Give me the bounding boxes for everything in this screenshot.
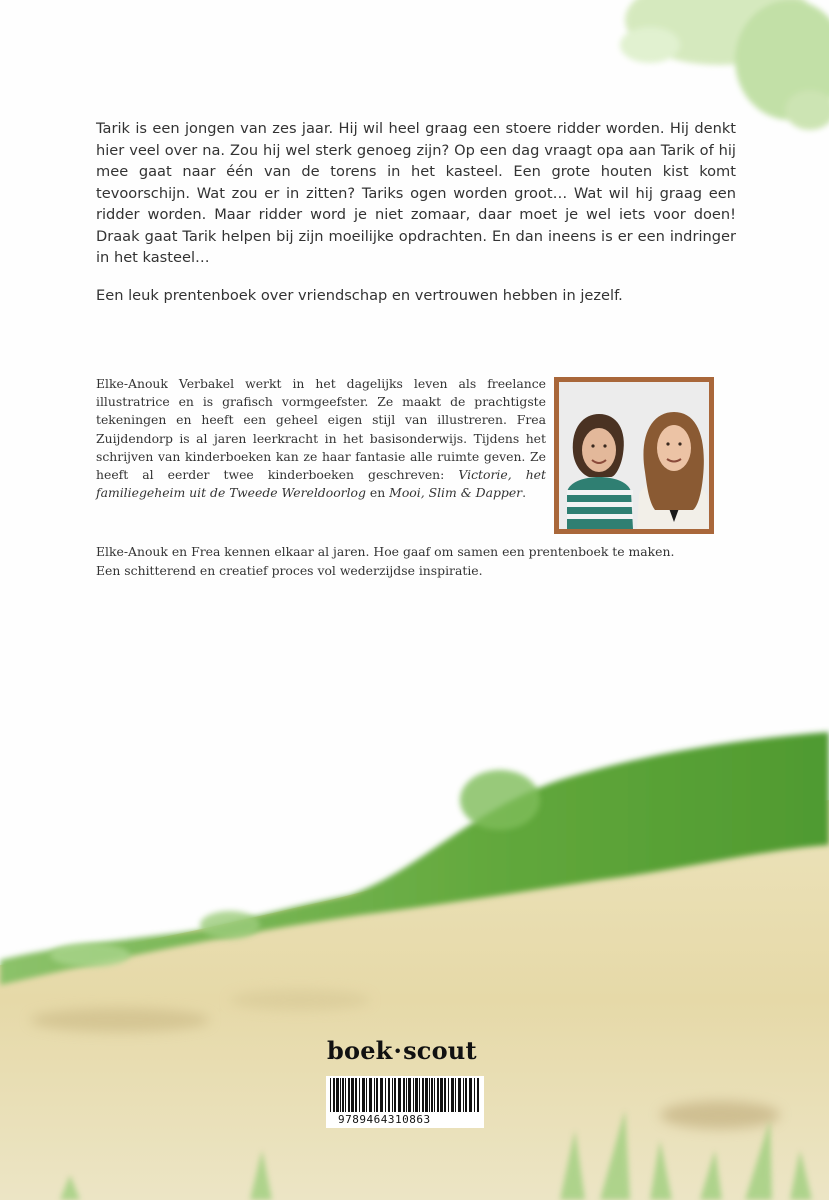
closing-line-1: Elke-Anouk en Frea kennen elkaar al jaren. Hoe gaaf om samen een prentenboek te maken. bbox=[96, 544, 675, 559]
barcode-bar bbox=[463, 1078, 464, 1112]
barcode-bar bbox=[345, 1078, 346, 1112]
barcode-bar bbox=[336, 1078, 339, 1112]
barcode-bar bbox=[374, 1078, 375, 1112]
barcode-bar bbox=[388, 1078, 390, 1112]
barcode-bar bbox=[333, 1078, 335, 1112]
barcode-bar bbox=[385, 1078, 386, 1112]
barcode-bar bbox=[342, 1078, 344, 1112]
logo-separator: · bbox=[393, 1036, 403, 1065]
barcode-bar bbox=[369, 1078, 372, 1112]
tree-leaves bbox=[620, 0, 829, 130]
barcode-bar bbox=[408, 1078, 411, 1112]
barcode-bar bbox=[422, 1078, 424, 1112]
author-bio-text: Elke-Anouk Verbakel werkt in het dagelijks leven als freelance illustratrice en is grafisch vormgeefster. Ze maakt de prachtigste tekeningen en heeft een geheel eigen stijl van illustreren. Frea Zuijdendorp is al jaren leerkracht in het basisonderwijs. Tijdens het schrijven van kinderboeken kan ze haar fantasie alle ruimte geven. Ze heeft al eerder twee kinderboeken geschreven: bbox=[96, 376, 546, 483]
closing-line-2: Een schitterend en creatief proces vol wederzijdse inspiratie. bbox=[96, 562, 483, 578]
barcode-bar bbox=[474, 1078, 475, 1112]
barcode-bar bbox=[392, 1078, 393, 1112]
author-photo bbox=[554, 377, 714, 534]
publisher-logo bbox=[327, 1036, 477, 1065]
barcode-bar bbox=[440, 1078, 443, 1112]
barcode-bar bbox=[434, 1078, 435, 1112]
barcode-bar bbox=[444, 1078, 446, 1112]
book-title-mooi-slim-dapper: Mooi, Slim & Dapper bbox=[389, 485, 523, 501]
blurb-paragraph: Tarik is een jongen van zes jaar. Hij wil heel graag een stoere ridder worden. Hij denkt hier veel over na. Zou hij wel sterk genoeg zijn? Op een dag vraagt opa aan Tarik of hij mee gaat naar één van de torens in het kasteel. Een grote houten kist komt tevoorschijn. Wat zou er in zitten? Tariks ogen worden groot… Wat wil hij graag een ridder worden. Maar ridder word je niet zomaar, daar moet je wel iets voor doen! Draak gaat Tarik helpen bij zijn moeilijke opdrachten. En dan ineens is er een indringer in het kasteel… bbox=[96, 120, 736, 266]
blurb bbox=[96, 118, 736, 269]
barcode-bar bbox=[415, 1078, 418, 1112]
barcode-bar bbox=[465, 1078, 467, 1112]
barcode-bar bbox=[351, 1078, 354, 1112]
barcode-bar bbox=[413, 1078, 414, 1112]
barcode-bar bbox=[469, 1078, 472, 1112]
barcode-bar bbox=[362, 1078, 365, 1112]
barcode-bar bbox=[458, 1078, 461, 1112]
barcode-bar bbox=[398, 1078, 401, 1112]
barcode-bar bbox=[429, 1078, 430, 1112]
barcode-bar bbox=[376, 1078, 378, 1112]
logo-part-2: scout bbox=[403, 1036, 477, 1065]
barcode-bar bbox=[406, 1078, 407, 1112]
barcode-bar bbox=[437, 1078, 439, 1112]
isbn-number: 9789464310863 bbox=[338, 1113, 431, 1126]
barcode-bar bbox=[355, 1078, 357, 1112]
barcode-bar bbox=[380, 1078, 383, 1112]
barcode-bar bbox=[348, 1078, 350, 1112]
barcode-bar bbox=[340, 1078, 341, 1112]
barcode-bar bbox=[394, 1078, 396, 1112]
bio-joiner: en bbox=[365, 485, 390, 501]
barcode-bar bbox=[455, 1078, 456, 1112]
logo-part-1: boek bbox=[327, 1036, 393, 1065]
bio-end: . bbox=[522, 485, 527, 501]
barcode-bar bbox=[359, 1078, 360, 1112]
barcode-bar bbox=[330, 1078, 331, 1112]
barcode-bar bbox=[419, 1078, 420, 1112]
barcode-bar bbox=[477, 1078, 479, 1112]
barcode-bar bbox=[366, 1078, 367, 1112]
closing-text bbox=[96, 543, 776, 580]
barcode-bar bbox=[425, 1078, 428, 1112]
barcode-bar bbox=[448, 1078, 449, 1112]
author-bio bbox=[96, 375, 546, 502]
barcode-bar bbox=[431, 1078, 433, 1112]
barcode-bar bbox=[403, 1078, 405, 1112]
barcode-bar bbox=[451, 1078, 454, 1112]
blurb-tagline: Een leuk prentenboek over vriendschap en vertrouwen hebben in jezelf. bbox=[96, 287, 623, 304]
book-title-victorie: Victorie, het familiegeheim uit de Tweede Wereldoorlog bbox=[96, 467, 546, 501]
